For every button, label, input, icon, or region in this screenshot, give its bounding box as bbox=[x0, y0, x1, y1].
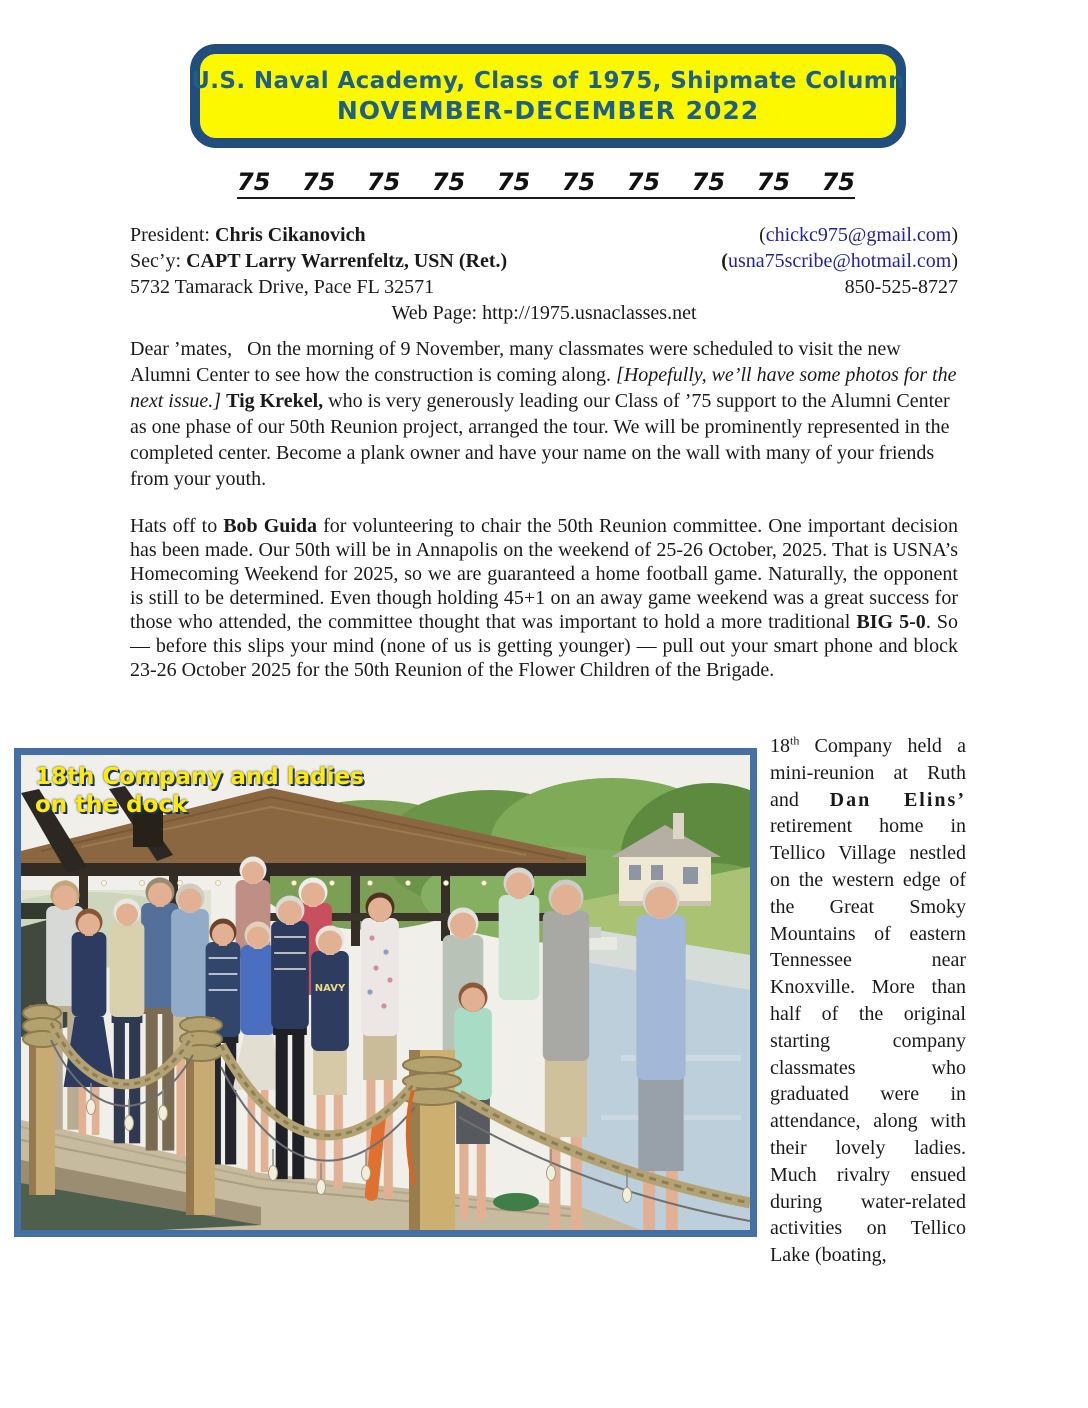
banner-title-line1: U.S. Naval Academy, Class of 1975, Shipmate Column bbox=[191, 68, 905, 94]
photo-caption-line2: on the dock bbox=[35, 792, 188, 818]
seventy-five-glyph: 75 bbox=[691, 168, 726, 196]
intro-paragraph: Dear ’mates, On the morning of 9 November, many classmates were scheduled to visit the new Alumni Center to see how the construction is coming along. [Hopefully, we’ll have some photos for the next issue.] Tig Krekel, who is very generously leading our Class of ’75 support to the Alumni Center as one phase of our 50th Reunion project, arranged the tour. We will be prominently represented in the completed center. Become a plank owner and have your name on the wall with many of your friends from your youth. bbox=[130, 338, 957, 490]
dock-photo-scene bbox=[21, 755, 750, 1230]
address-row bbox=[130, 274, 958, 300]
contact-block bbox=[130, 222, 958, 326]
secretary-phone: 850-525-8727 bbox=[844, 276, 958, 298]
seventy-five-glyph: 75 bbox=[756, 168, 791, 196]
secretary-address: 5732 Tamarack Drive, Pace FL 32571 bbox=[130, 276, 435, 298]
reunion-paragraph: Hats off to Bob Guida for volunteering to chair the 50th Reunion committee. One important decision has been made. Our 50th will be in Annapolis on the weekend of 25-26 October, 2025. That is USNA’s Homecoming Weekend for 2025, so we are guaranteed a home football game. Naturally, the opponent is still to be determined. Even though holding 45+1 on an away game weekend was a great success for those who attended, the committee thought that was important to hold a more traditional BIG 5-0. So — before this slips your mind (none of us is getting younger) — pull out your smart phone and block 23-26 October 2025 for the 50th Reunion of the Flower Children of the Brigade. bbox=[130, 515, 959, 681]
seventy-five-glyph: 75 bbox=[821, 168, 855, 196]
italic-aside: [Hopefully, we’ll have some photos for the next issue.] bbox=[130, 364, 957, 412]
name-dan-elins: Dan Elins’ bbox=[829, 788, 966, 811]
secretary-row bbox=[130, 248, 958, 274]
title-banner bbox=[190, 44, 906, 148]
classmate-figure bbox=[499, 868, 540, 1001]
secretary-email-link[interactable]: usna75scribe@hotmail.com bbox=[727, 250, 952, 272]
svg-text:NAVY: NAVY bbox=[314, 983, 346, 994]
photo-caption-line1: 18th Company and ladies bbox=[35, 764, 364, 790]
name-tig-krekel: Tig Krekel, bbox=[226, 390, 324, 412]
green-kayak bbox=[493, 1193, 539, 1211]
web-page-line: Web Page: http://1975.usnaclasses.net bbox=[391, 302, 697, 324]
secretary-line: Sec’y: CAPT Larry Warrenfeltz, USN (Ret.) bbox=[130, 250, 508, 272]
president-email-link[interactable]: chickc975@gmail.com bbox=[765, 224, 952, 246]
seventy-five-glyph: 75 bbox=[496, 168, 531, 196]
president-row bbox=[130, 222, 958, 248]
president-name: Chris Cikanovich bbox=[215, 224, 366, 246]
seventy-five-glyph: 75 bbox=[626, 168, 661, 196]
seventy-five-glyph: 75 bbox=[431, 168, 466, 196]
seventy-five-glyph: 75 bbox=[366, 168, 401, 196]
seventy-five-separator-row bbox=[237, 168, 855, 199]
seventy-five-glyph: 75 bbox=[237, 168, 271, 196]
banner-title-line2: NOVEMBER-DECEMBER 2022 bbox=[336, 96, 760, 125]
company-column-text: 18th Company held a mini-reunion at Ruth and Dan Elins’ retirement home in Tellico Village nestled on the western edge of the Great Smoky Mountains of eastern Tennessee near Knoxville. More than half of the original starting company classmates who graduated were in attendance, along with their lovely ladies. Much rivalry ensued during water-related activities on Tellico Lake (boating, bbox=[770, 733, 966, 1267]
secretary-name: CAPT Larry Warrenfeltz, USN (Ret.) bbox=[186, 250, 508, 272]
secretary-email: (usna75scribe@hotmail.com) bbox=[721, 250, 958, 272]
name-bob-guida: Bob Guida bbox=[223, 515, 318, 537]
ordinal-superscript: th bbox=[790, 733, 800, 748]
seventy-five-glyph: 75 bbox=[561, 168, 596, 196]
president-email: (chickc975@gmail.com) bbox=[759, 224, 958, 246]
dock-photo bbox=[14, 748, 757, 1237]
president-line: President: Chris Cikanovich bbox=[130, 224, 366, 246]
big-5-0: BIG 5-0 bbox=[856, 611, 926, 633]
photo-caption bbox=[35, 763, 364, 819]
seventy-five-glyph: 75 bbox=[301, 168, 336, 196]
